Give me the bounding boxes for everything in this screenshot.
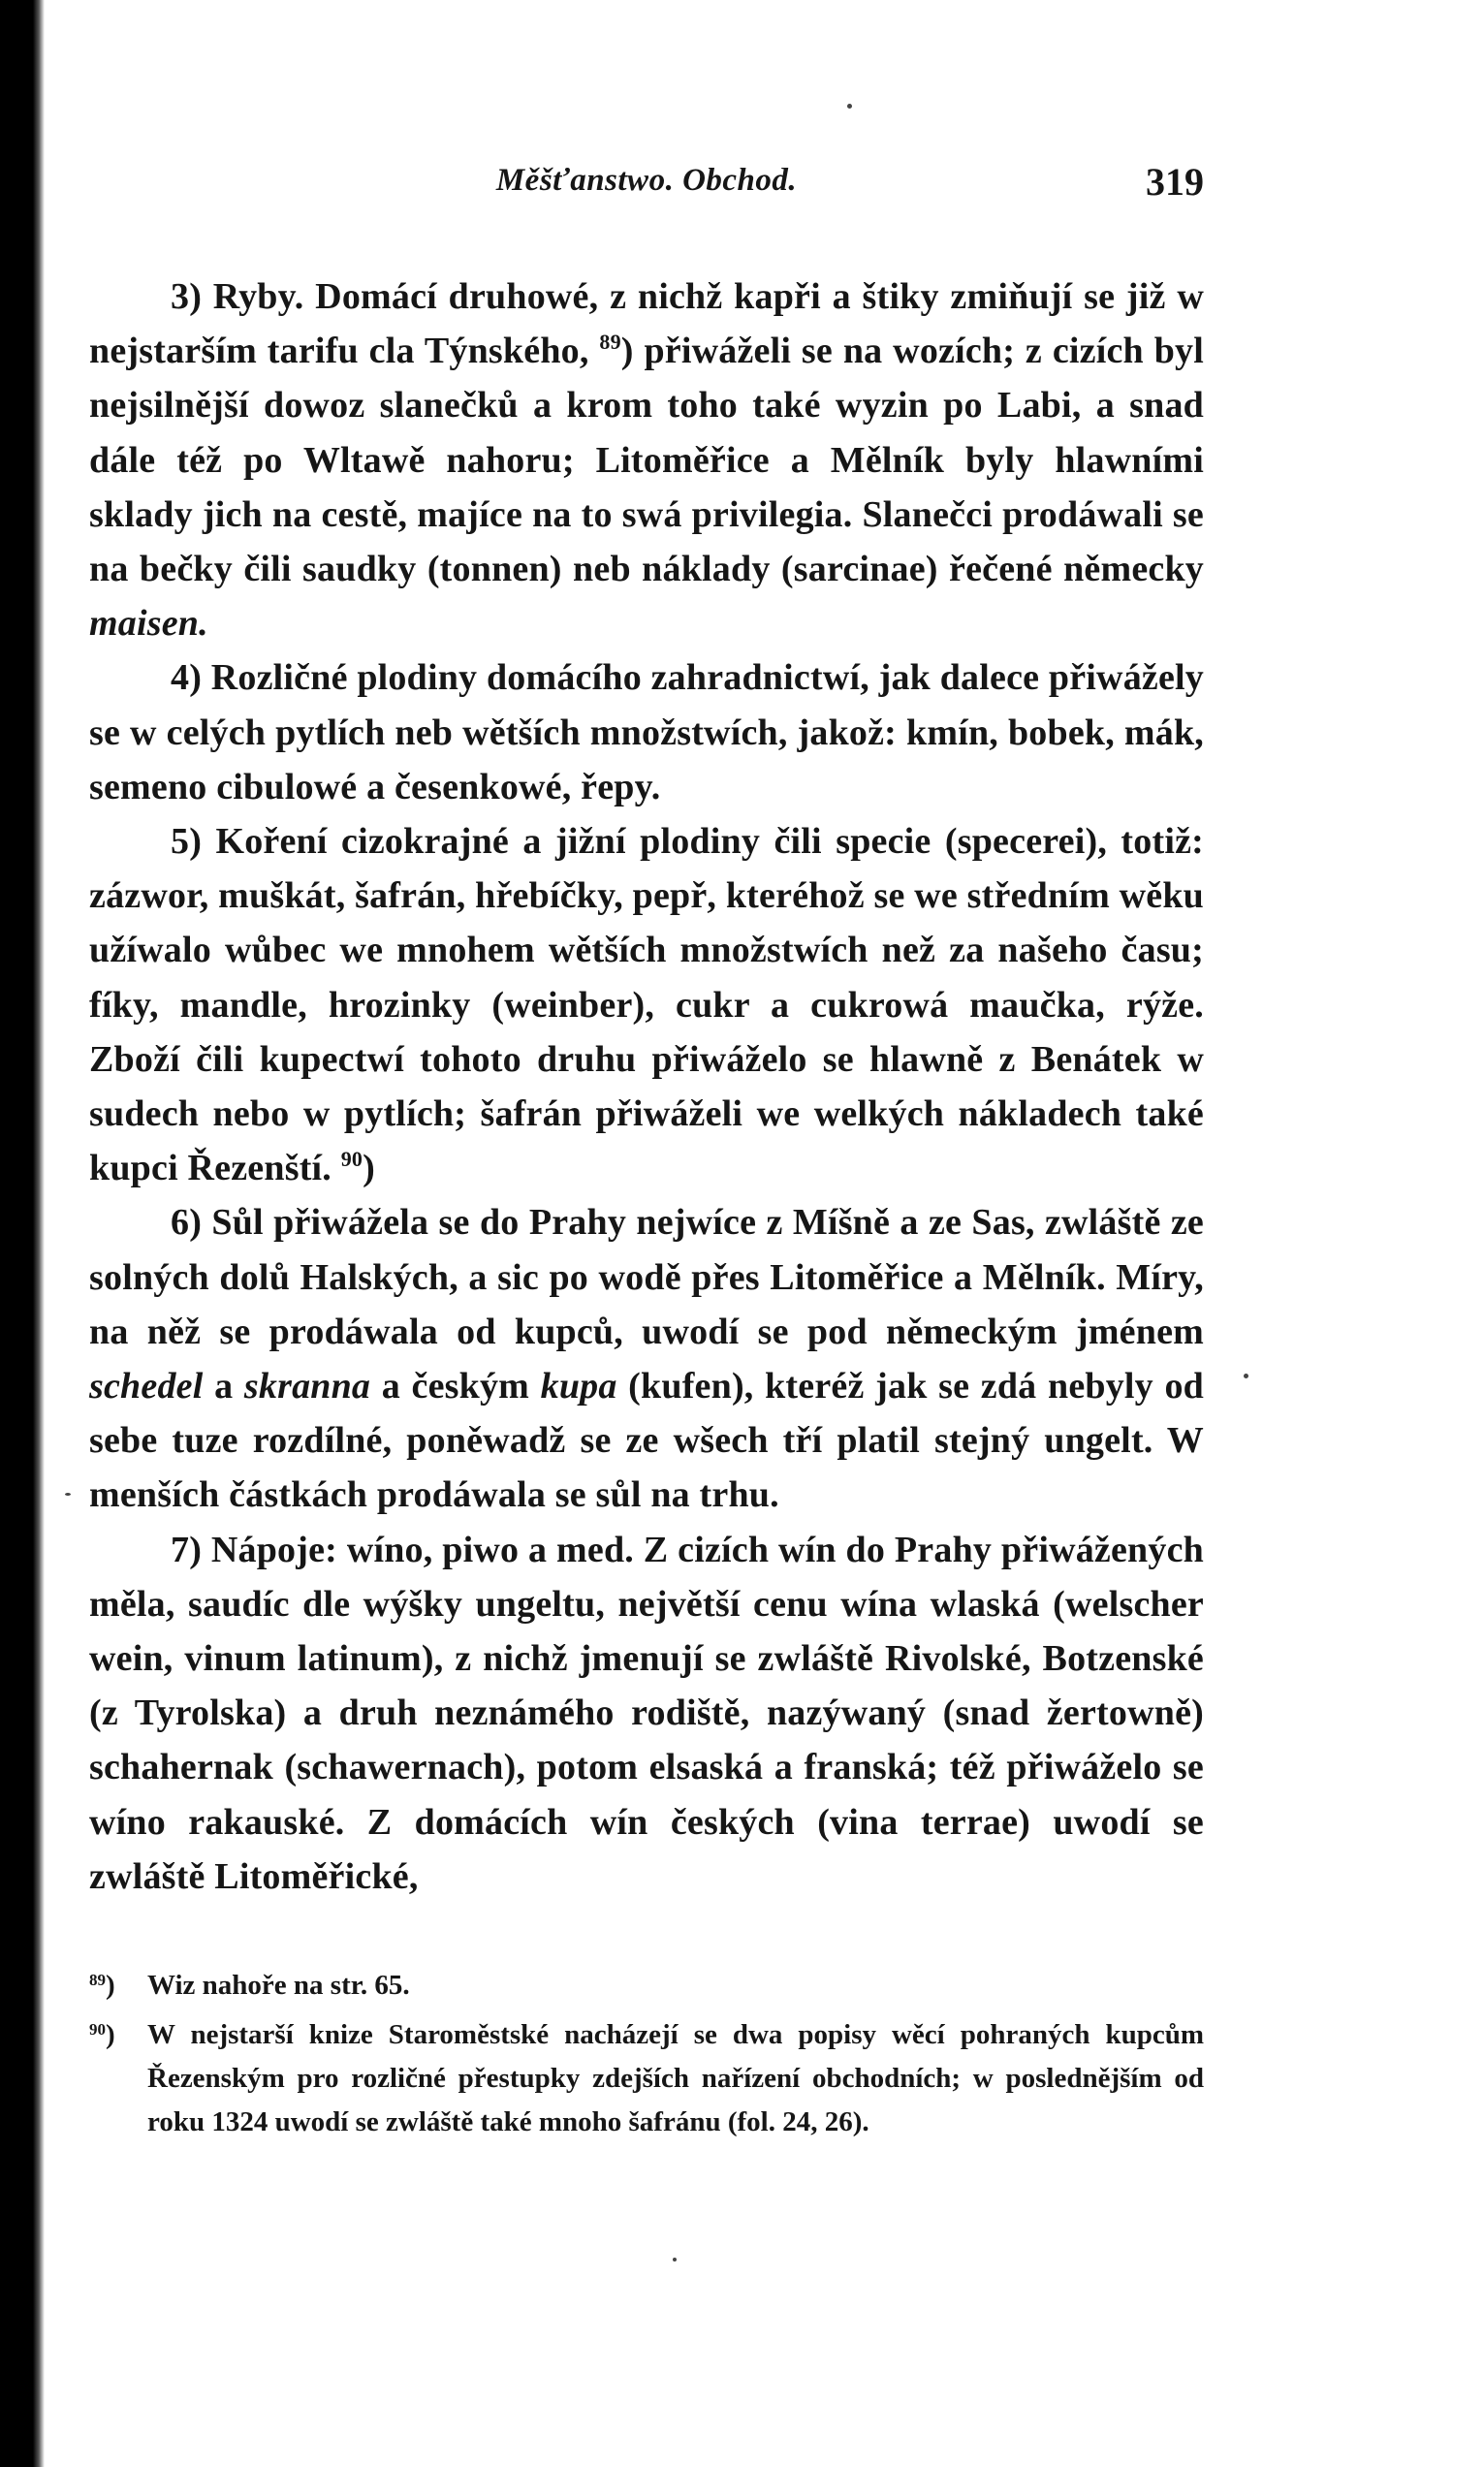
footnote-marker: $^{89}$) [89,1970,115,2002]
text-run: ) [363,1148,375,1189]
text-run: a [203,1366,244,1407]
scan-speck [65,1493,71,1496]
scan-speck [673,2258,677,2261]
footnote [89,2013,1204,2144]
footnote-ref: 89 [599,330,621,355]
italic-term: schedel [89,1366,204,1407]
text-run: 4) Rozličné plodiny domácího zahradnictwí, jak dalece přiwážely se w celých pytlích neb wětších množstwích, jakož: kmín, bobek, mák, semeno cibulowé a česenkowé, řepy. [89,657,1204,807]
text-run: ) přiwáželi se na wozích; z cizích byl nejsilnější dowoz slanečků a krom toho také wyzin po Labi, a snad dále též po Wltawě nahoru; Litoměřice a Mělník byly hlawními sklady jich na cestě, majíce na to swá privilegia. Slanečci prodáwali se na bečky čili saudky (tonnen) neb náklady (sarcinae) řečené německy [89,331,1204,590]
footnote-text: W nejstarší knize Staroměstské nacházejí se dwa popisy wěcí pohraných kupcům Řezenským pro rozličné přestupky zdejších nařízení obchodních; w poslednějším od roku 1324 uwodí se zwláště také mnoho šafránu (fol. 24, 26). [147,2019,1204,2138]
scan-binding-edge [0,0,45,2467]
footnote-ref: 90 [340,1147,363,1172]
book-page [89,145,1204,2150]
body-text [89,269,1204,1904]
footnote [89,1964,1204,2008]
paragraph [89,650,1204,814]
italic-term: skranna [243,1366,371,1407]
footnote-number: 89 [89,1971,106,1990]
text-run: 3) Ryby. Domácí druhowé, z nichž kapři a štiky zmiňují se již w nejstarším tarifu cla Týnského, [89,276,1204,372]
scan-speck [847,104,852,109]
running-head-title: Měšťanstwo. Obchod. [495,163,798,198]
text-run: 7) Nápoje: wíno, piwo a med. Z cizích wín do Prahy přiwážených měla, saudíc dle wýšky ungeltu, největší cenu wína wlaská (welscher wein, vinum latinum), z nichž jmenují se zwláště Rivolské, Botzenské (z Tyrolska) a druh neznámého rodiště, nazýwaný (snad žertowně) schahernak (schawernach), potom elsaská a franská; též přiwáželo se wíno rakauské. Z domácích wín českých (vina terrae) uwodí se zwláště Litoměřické, [89,1529,1204,1897]
text-run: (kufen), kteréž jak se zdá nebyly od sebe tuze rozdílné, poněwadž se ze wšech tří platil stejný ungelt. W menších částkách prodáwala se sůl na trhu. [89,1366,1204,1516]
text-run: 5) Koření cizokrajné a jižní plodiny čili specie (specerei), totiž: zázwor, muškát, šafrán, hřebíčky, pepř, kteréhož se we středním wěku užíwalo wůbec we mnohem wětších množstwích než za našeho času; fíky, mandle, hrozinky (weinber), cukr a cukrowá maučka, rýže. Zboží čili kupectwí tohoto druhu přiwáželo se hlawně z Benátek w sudech nebo w pytlích; šafrán přiwáželi we welkých nákladech také kupci Řezenští. [89,821,1205,1189]
page-number: 319 [1146,160,1204,204]
paragraph [89,814,1204,1195]
text-run: a českým [370,1366,541,1407]
footnote-marker: $^{90}$) [89,2019,115,2051]
italic-term: maisen. [89,603,208,645]
paragraph [89,1195,1204,1522]
paragraph [89,269,1204,650]
scan-speck [1244,1374,1248,1378]
paragraph [89,1523,1204,1904]
footnote-text: Wiz nahoře na str. 65. [147,1970,410,2002]
footnote-number: 90 [89,2020,106,2040]
footnotes [89,1964,1204,2144]
running-head [89,145,1204,213]
text-run: 6) Sůl přiwážela se do Prahy nejwíce z Míšně a ze Sas, zwláště ze solných dolů Halských, a sic po wodě přes Litoměřice a Mělník. Míry, na něž se prodáwala od kupců, uwodí se pod německým jménem [89,1202,1204,1352]
italic-term: kupa [540,1366,617,1407]
